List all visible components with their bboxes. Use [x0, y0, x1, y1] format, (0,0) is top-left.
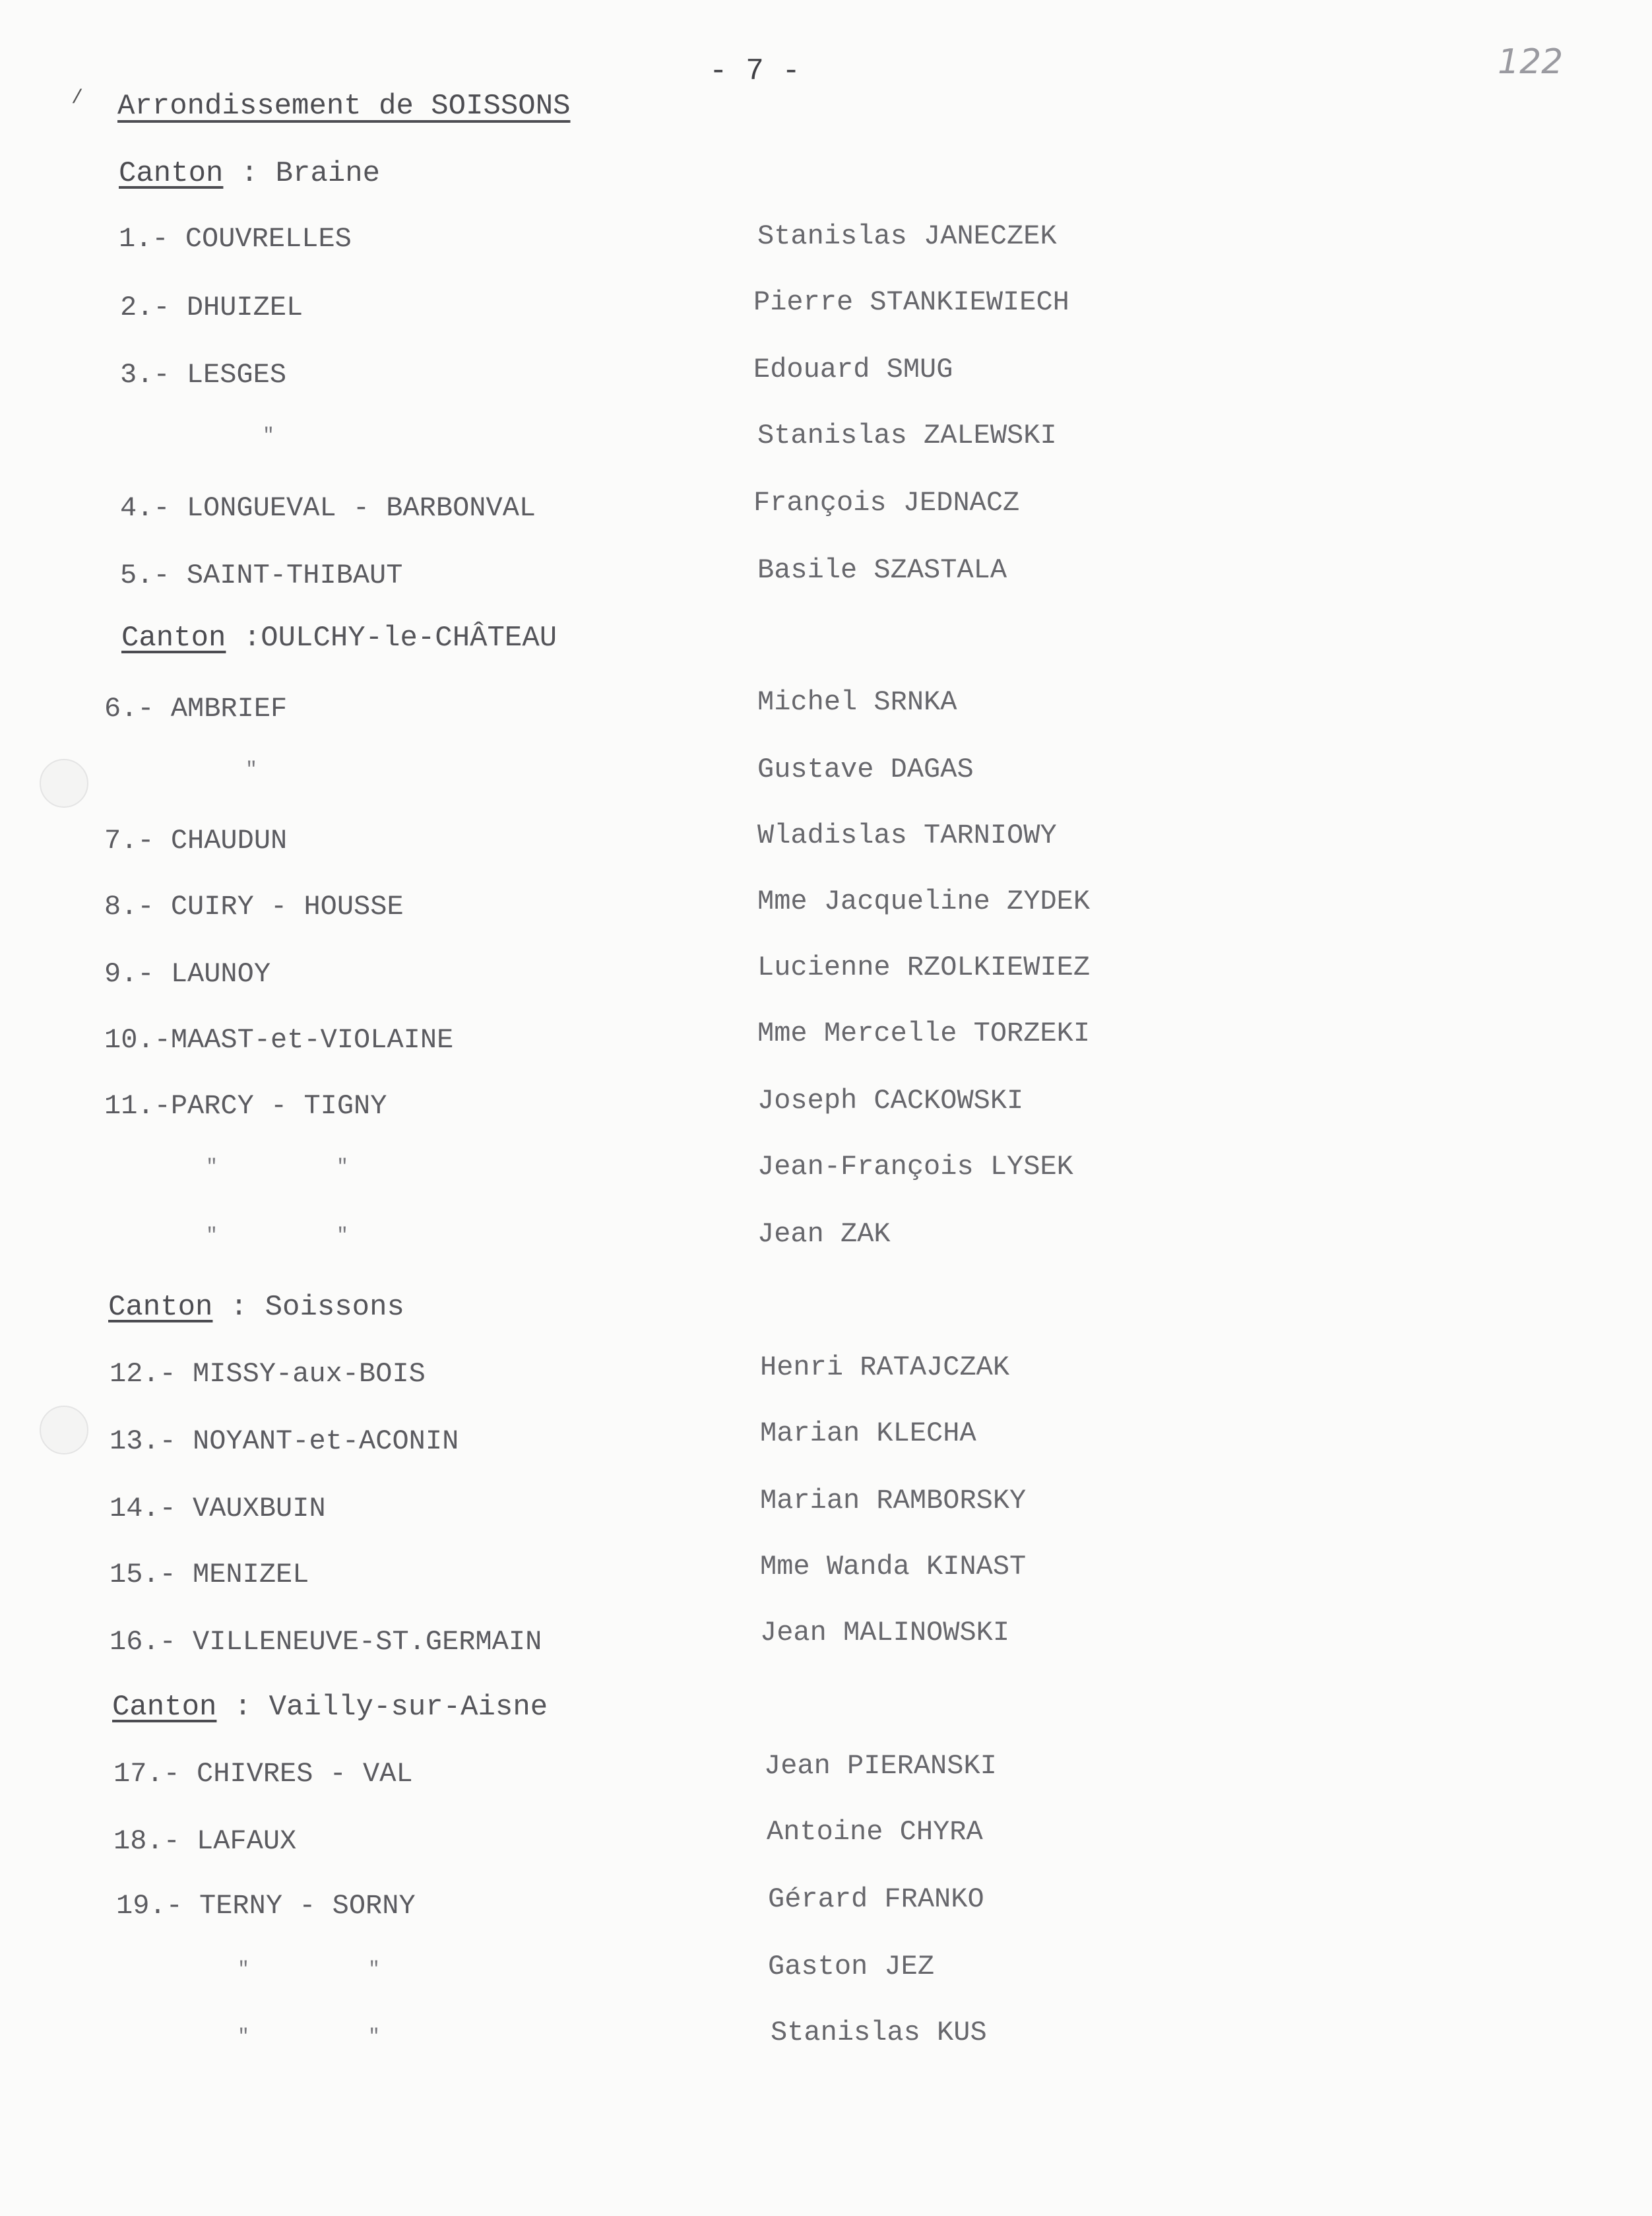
canton-name: Vailly-sur-Aisne	[269, 1691, 548, 1724]
person-entry: Marian KLECHA	[760, 1418, 976, 1449]
person-entry: Jean-François LYSEK	[757, 1151, 1073, 1183]
ditto-mark: " "	[206, 1156, 349, 1179]
person-entry: Lucienne RZOLKIEWIEZ	[757, 952, 1091, 983]
commune-entry: 5.- SAINT-THIBAUT	[120, 560, 403, 591]
canton-label: Canton	[119, 157, 224, 190]
person-entry: Pierre STANKIEWIECH	[753, 286, 1069, 318]
commune-entry: 8.- CUIRY - HOUSSE	[104, 891, 404, 923]
commune-entry: 16.- VILLENEUVE-ST.GERMAIN	[110, 1626, 542, 1658]
person-entry: Henri RATAJCZAK	[760, 1352, 1010, 1383]
canton-label: Canton	[108, 1291, 213, 1324]
person-entry: Stanislas JANECZEK	[757, 220, 1057, 252]
ditto-mark: " "	[238, 1959, 381, 1981]
canton-label: Canton	[121, 622, 226, 655]
commune-entry: 18.- LAFAUX	[113, 1825, 297, 1857]
person-entry: Mme Mercelle TORZEKI	[757, 1018, 1091, 1049]
folio-number: 122	[1498, 42, 1564, 82]
commune-entry: 1.- COUVRELLES	[119, 223, 352, 255]
commune-entry: 17.- CHIVRES - VAL	[113, 1758, 413, 1790]
canton-heading-vailly	[112, 1691, 548, 1724]
canton-name: OULCHY-le-CHÂTEAU	[261, 622, 557, 655]
commune-entry: 6.- AMBRIEF	[104, 693, 288, 725]
punch-hole	[40, 1406, 88, 1454]
person-entry: Jean PIERANSKI	[764, 1750, 997, 1782]
canton-name: Braine	[275, 157, 381, 190]
canton-heading-soissons	[108, 1291, 404, 1324]
canton-name: Soissons	[265, 1291, 404, 1324]
commune-entry: 14.- VAUXBUIN	[110, 1493, 326, 1524]
canton-heading-braine	[119, 157, 380, 190]
ditto-mark: "	[245, 759, 258, 781]
commune-entry: 7.- CHAUDUN	[104, 825, 288, 857]
person-entry: Antoine CHYRA	[767, 1816, 983, 1848]
commune-entry: 4.- LONGUEVAL - BARBONVAL	[120, 492, 536, 524]
person-entry: Joseph CACKOWSKI	[757, 1085, 1024, 1117]
ditto-mark: "	[263, 425, 275, 447]
punch-hole	[40, 759, 88, 808]
person-entry: Stanislas KUS	[771, 2017, 987, 2048]
page-number: - 7 -	[709, 54, 801, 88]
person-entry: Michel SRNKA	[757, 686, 957, 718]
person-entry: Mme Wanda KINAST	[760, 1551, 1027, 1582]
person-entry: Marian RAMBORSKY	[760, 1485, 1027, 1516]
person-entry: Jean MALINOWSKI	[760, 1617, 1010, 1648]
commune-entry: 11.-PARCY - TIGNY	[104, 1090, 387, 1122]
person-entry: Basile SZASTALA	[757, 554, 1007, 586]
commune-entry: 2.- DHUIZEL	[120, 292, 303, 323]
commune-entry: 10.-MAAST-et-VIOLAINE	[104, 1024, 454, 1056]
person-entry: Edouard SMUG	[753, 354, 953, 385]
canton-label: Canton	[112, 1691, 217, 1724]
ditto-mark: " "	[238, 2026, 381, 2048]
person-entry: François JEDNACZ	[753, 487, 1020, 519]
canton-separator: :	[230, 1291, 248, 1324]
person-entry: Stanislas ZALEWSKI	[757, 420, 1057, 451]
canton-separator: :	[234, 1691, 252, 1724]
commune-entry: 15.- MENIZEL	[110, 1559, 309, 1590]
canton-separator: :	[240, 157, 259, 190]
margin-mark: /	[71, 87, 84, 110]
person-entry: Gustave DAGAS	[757, 754, 974, 785]
arrondissement-heading: Arrondissement de SOISSONS	[117, 90, 571, 123]
person-entry: Jean ZAK	[757, 1218, 891, 1250]
commune-entry: 19.- TERNY - SORNY	[116, 1890, 416, 1922]
ditto-mark: " "	[206, 1225, 349, 1247]
canton-separator: :	[243, 622, 261, 655]
commune-entry: 13.- NOYANT-et-ACONIN	[110, 1425, 459, 1457]
commune-entry: 9.- LAUNOY	[104, 958, 271, 990]
canton-heading-oulchy	[121, 622, 557, 655]
commune-entry: 12.- MISSY-aux-BOIS	[110, 1358, 426, 1390]
person-entry: Wladislas TARNIOWY	[757, 820, 1057, 851]
person-entry: Gaston JEZ	[768, 1951, 935, 1982]
person-entry: Mme Jacqueline ZYDEK	[757, 886, 1091, 917]
person-entry: Gérard FRANKO	[768, 1883, 984, 1915]
commune-entry: 3.- LESGES	[120, 359, 287, 391]
